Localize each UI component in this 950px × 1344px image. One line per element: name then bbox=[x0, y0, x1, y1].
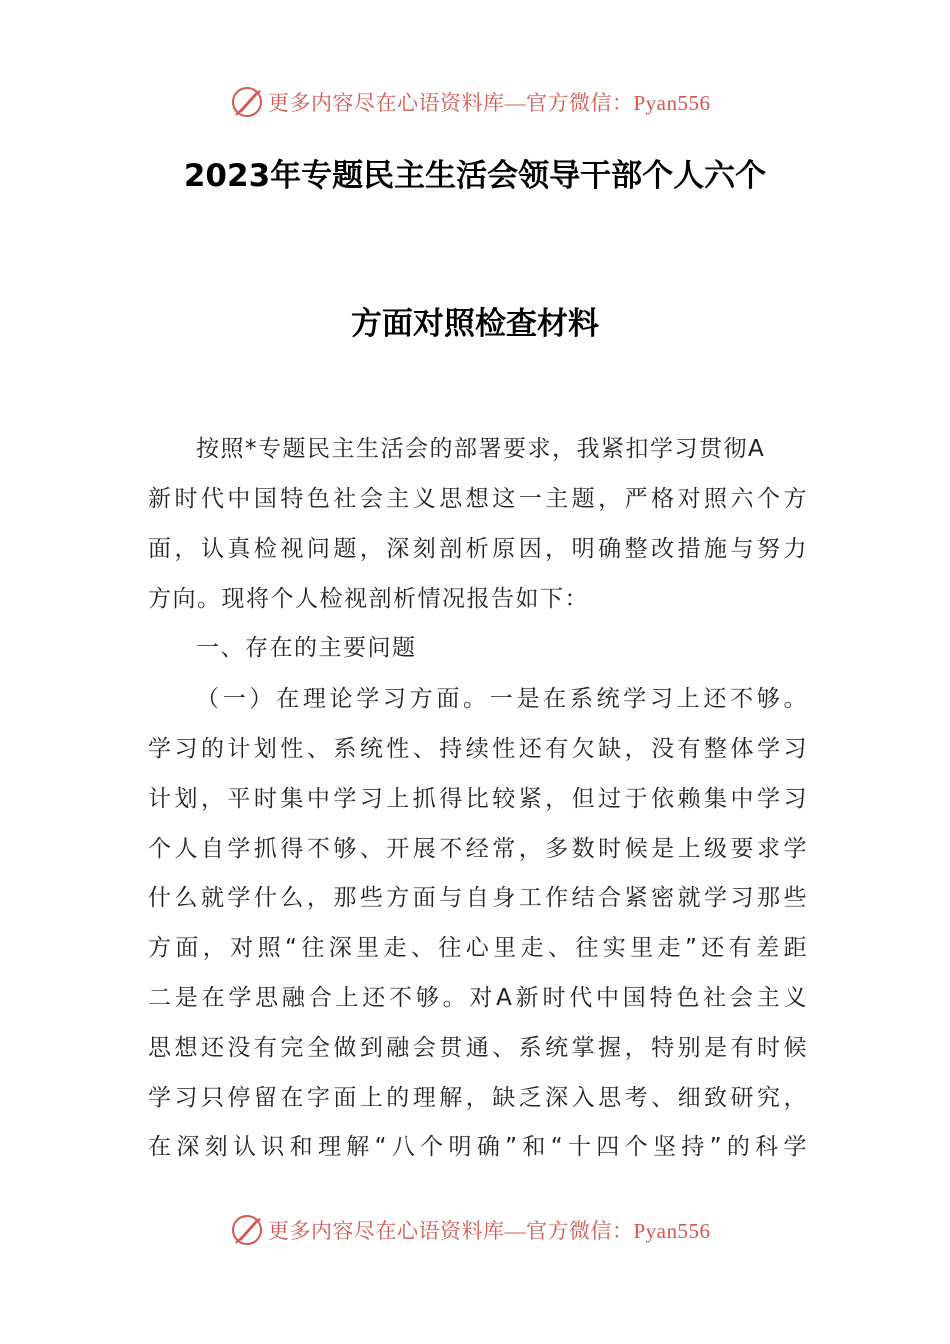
paragraph-line: 新时代中国特色社会主义思想这一主题，严格对照六个方 bbox=[148, 486, 808, 512]
document-title-line-2: 方面对照检查材料 bbox=[351, 306, 599, 342]
paragraph-line: 什么就学什么，那些方面与自身工作结合紧密就学习那些 bbox=[148, 885, 808, 911]
paragraph-line: 方向。现将个人检视剖析情况报告如下： bbox=[148, 586, 589, 612]
quill-pen-icon bbox=[230, 1213, 264, 1247]
section-heading: 一、存在的主要问题 bbox=[196, 635, 417, 661]
paragraph-line: 在深刻认识和理解“八个明确”和“十四个坚持”的科学 bbox=[148, 1134, 808, 1160]
paragraph-line: 面，认真检视问题，深刻剖析原因，明确整改措施与努力 bbox=[148, 536, 808, 562]
paragraph-line: 个人自学抓得不够、开展不经常，多数时候是上级要求学 bbox=[148, 836, 808, 862]
paragraph-line: 学习只停留在字面上的理解，缺乏深入思考、细致研究， bbox=[148, 1085, 808, 1111]
paragraph-line: 计划，平时集中学习上抓得比较紧，但过于依赖集中学习 bbox=[148, 786, 808, 812]
document-title-line-1: 2023年专题民主生活会领导干部个人六个 bbox=[183, 158, 767, 194]
paragraph-line: 二是在学思融合上还不够。对A新时代中国特色社会主义 bbox=[148, 985, 808, 1011]
watermark-banner-bottom bbox=[0, 1210, 950, 1250]
watermark-text: 更多内容尽在心语资料库—官方微信：Pyan556 bbox=[268, 1219, 711, 1243]
paragraph-line: 学习的计划性、系统性、持续性还有欠缺，没有整体学习 bbox=[148, 736, 808, 762]
paragraph-line: （一）在理论学习方面。一是在系统学习上还不够。 bbox=[196, 686, 808, 712]
watermark-banner-top bbox=[0, 82, 950, 122]
paragraph-line: 按照*专题民主生活会的部署要求，我紧扣学习贯彻A bbox=[196, 436, 766, 462]
paragraph-line: 方面，对照“往深里走、往心里走、往实里走”还有差距 bbox=[148, 935, 808, 961]
watermark-text: 更多内容尽在心语资料库—官方微信：Pyan556 bbox=[268, 91, 711, 115]
paragraph-line: 思想还没有完全做到融会贯通、系统掌握，特别是有时候 bbox=[148, 1035, 808, 1061]
quill-pen-icon bbox=[230, 85, 264, 119]
